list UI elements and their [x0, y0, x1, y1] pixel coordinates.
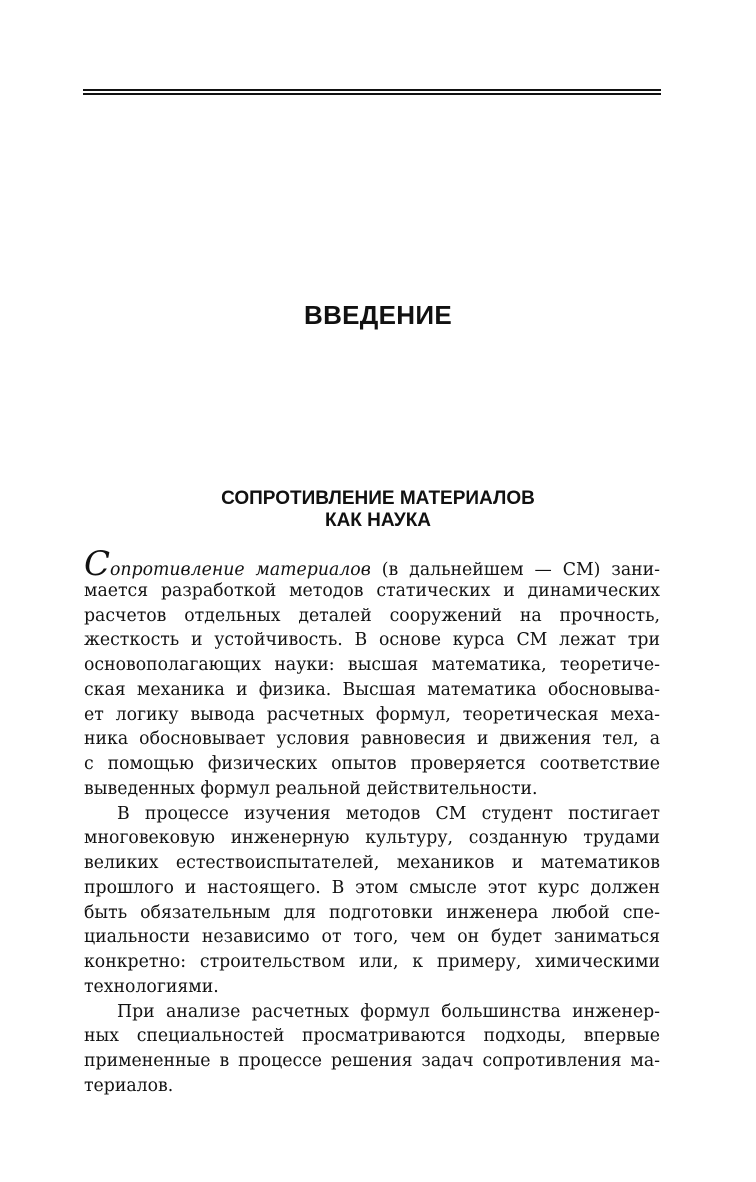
- text-line: мается разработкой методов статических и динамических: [84, 580, 660, 601]
- text-line: жесткость и устойчивость. В основе курса СМ лежат три: [84, 630, 660, 651]
- text-line: конкретно: строительством или, к примеру, химическими: [84, 952, 660, 972]
- text-line: прошлого и настоящего. В этом смысле этот курс должен: [84, 877, 660, 898]
- text-line: ская механика и физика. Высшая математика обосновыва-: [84, 679, 660, 700]
- text-line: быть обязательным для подготовки инженера любой спе-: [84, 902, 660, 923]
- header-rule-bottom: [83, 93, 661, 95]
- text-line: выведенных формул реальной действительности.: [84, 778, 538, 799]
- first-line-rest: (в дальнейшем — СМ) зани-: [370, 560, 660, 580]
- header-rule-top: [83, 89, 661, 91]
- text-line: великих естествоиспытателей, механиков и математиков: [84, 853, 660, 873]
- text-line: циальности независимо от того, чем он будет заниматься: [84, 927, 660, 948]
- text-line: ника обосновывает условия равновесия и движения тел, а: [84, 729, 660, 750]
- section-title-line-2: КАК НАУКА: [324, 510, 432, 531]
- text-line: многовековую инженерную культуру, созданную трудами: [84, 828, 660, 849]
- text-line: При анализе расчетных формул большинства инженер-: [117, 1001, 660, 1022]
- drop-cap: С: [84, 544, 111, 584]
- chapter-title: ВВЕДЕНИЕ: [304, 300, 452, 330]
- text-line: ет логику вывода расчетных формул, теоретическая меха-: [84, 704, 660, 725]
- text-line: териалов.: [84, 1075, 174, 1096]
- text-line: с помощью физических опытов проверяется соответствие: [84, 754, 660, 774]
- italic-term: опротивление материалов: [110, 560, 371, 580]
- text-line: примененные в процессе решения задач сопротивления ма-: [84, 1051, 660, 1071]
- text-line: технологиями.: [84, 976, 219, 997]
- paragraph-1: [84, 579, 660, 802]
- body-text: [84, 544, 660, 1099]
- paragraph-1-first-line: [84, 544, 660, 584]
- paragraph-2: [84, 802, 660, 1000]
- text-line: В процессе изучения методов СМ студент постигает: [117, 803, 660, 824]
- paragraph-3: [84, 1000, 660, 1099]
- section-title-line-1: СОПРОТИВЛЕНИЕ МАТЕРИАЛОВ: [221, 488, 535, 509]
- text-line: основополагающих науки: высшая математика, теоретиче-: [84, 655, 660, 675]
- text-line: расчетов отдельных деталей сооружений на прочность,: [84, 605, 660, 626]
- text-line: ных специальностей просматриваются подходы, впервые: [84, 1026, 660, 1047]
